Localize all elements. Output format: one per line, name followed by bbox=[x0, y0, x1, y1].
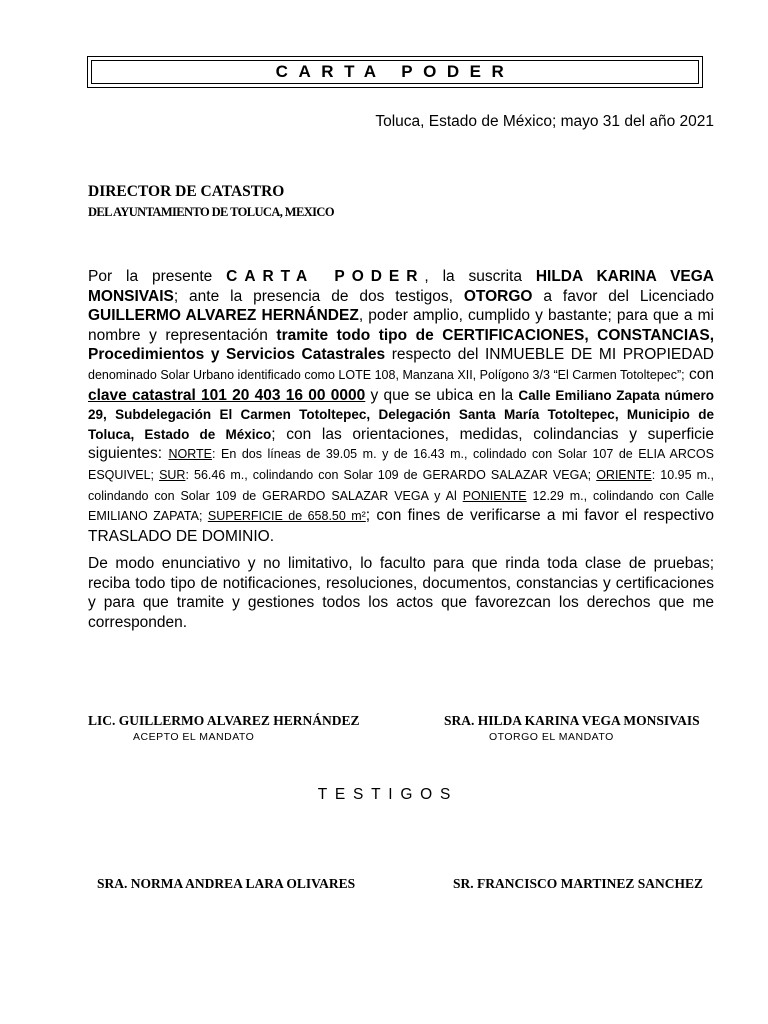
place-date: Toluca, Estado de México; mayo 31 del año 2021 bbox=[375, 113, 714, 130]
witness-name-1: SRA. NORMA ANDREA LARA OLIVARES bbox=[97, 876, 356, 891]
witness-name-2: SR. FRANCISCO MARTINEZ SANCHEZ bbox=[453, 876, 704, 891]
p1-text: ; ante la presencia de dos testigos, bbox=[173, 287, 464, 305]
p1-address: Calle Emiliano Zapata número 29, Subdelegación El Carmen Totoltepec, Delegación Santa María Totoltepec, Municipio de Toluca, Estado de México bbox=[88, 387, 714, 442]
p1-oriente-label: ORIENTE bbox=[596, 467, 652, 482]
title-box bbox=[87, 56, 703, 88]
p1-superficie: SUPERFICIE de 658.50 m² bbox=[207, 509, 366, 524]
signature-role-attorney: ACEPTO EL MANDATO bbox=[133, 731, 255, 743]
p1-text: Por la presente bbox=[88, 268, 227, 285]
p1-text: respecto del INMUEBLE DE MI PROPIEDAD bbox=[385, 346, 714, 364]
p1-norte-text: : En dos líneas de 39.05 m. y de 16.43 m., colindado con Solar 107 de ELIA ARCOS ESQUIVEL; bbox=[88, 447, 714, 482]
p1-text: con bbox=[684, 365, 714, 383]
signature-name-grantor: SRA. HILDA KARINA VEGA MONSIVAIS bbox=[444, 713, 700, 728]
p1-norte-label: NORTE bbox=[168, 447, 212, 462]
p1-sur-text: : 56.46 m., colindando con Solar 109 de GERARDO SALAZAR VEGA; bbox=[185, 467, 597, 482]
p1-text: , poder amplio, cumplido y bastante; para que a mi nombre y representación bbox=[88, 307, 714, 344]
p1-attorney-name: GUILLERMO ALVAREZ HERNÁNDEZ bbox=[88, 307, 359, 325]
paragraph-2: De modo enunciativo y no limitativo, lo faculto para que rinda toda clase de pruebas; reciba todo tipo de notificaciones, resoluciones, documentos, constancias y certificaciones y para que tramite y gestiones todos los actos que favorezcan los derechos que me corresponden. bbox=[88, 555, 714, 631]
p1-oriente-text: : 10.95 m., colindando con Solar 109 de GERARDO SALAZAR VEGA y Al bbox=[88, 467, 714, 503]
p1-text: , la suscrita bbox=[424, 268, 536, 285]
p1-clave-catastral: clave catastral 101 20 403 16 00 0000 bbox=[88, 386, 366, 404]
signature-role-grantor: OTORGO EL MANDATO bbox=[489, 731, 614, 743]
p1-tramite: tramite todo tipo de CERTIFICACIONES, CONSTANCIAS, Procedimientos y Servicios Catastrales bbox=[88, 326, 715, 364]
addressee bbox=[88, 183, 334, 220]
witnesses-title: TESTIGOS bbox=[317, 786, 459, 803]
p1-text: ; con las orientaciones, medidas, colindancias y superficie siguientes: bbox=[88, 425, 714, 463]
p1-grantor-name: HILDA KARINA VEGA MONSIVAIS bbox=[88, 268, 714, 305]
p1-text: ; con fines de verificarse a mi favor el respectivo TRASLADO DE DOMINIO. bbox=[88, 507, 714, 545]
p1-carta-poder: CARTA PODER bbox=[226, 268, 425, 285]
title-box-inner bbox=[91, 60, 699, 84]
p1-sur-label: SUR bbox=[159, 467, 186, 482]
p1-poniente-text: 12.29 m., colindando con Calle EMILIANO ZAPATA; bbox=[88, 488, 714, 524]
addressee-line-2: DEL AYUNTAMIENTO DE TOLUCA, MEXICO bbox=[88, 205, 334, 219]
paragraph-1 bbox=[88, 267, 714, 546]
p1-text: a favor del Licenciado bbox=[532, 287, 714, 305]
addressee-line-1: DIRECTOR DE CATASTRO bbox=[88, 183, 285, 200]
p1-poniente-label: PONIENTE bbox=[462, 488, 527, 503]
p1-lot-description: denominado Solar Urbano identificado como LOTE 108, Manzana XII, Polígono 3/3 “El Carmen Totoltepec”; bbox=[88, 367, 685, 382]
signature-name-attorney: LIC. GUILLERMO ALVAREZ HERNÁNDEZ bbox=[88, 713, 360, 728]
document-title: CARTA PODER bbox=[275, 62, 515, 81]
p1-otorgo: OTORGO bbox=[463, 287, 533, 305]
p1-text: y que se ubica en la bbox=[365, 386, 519, 404]
